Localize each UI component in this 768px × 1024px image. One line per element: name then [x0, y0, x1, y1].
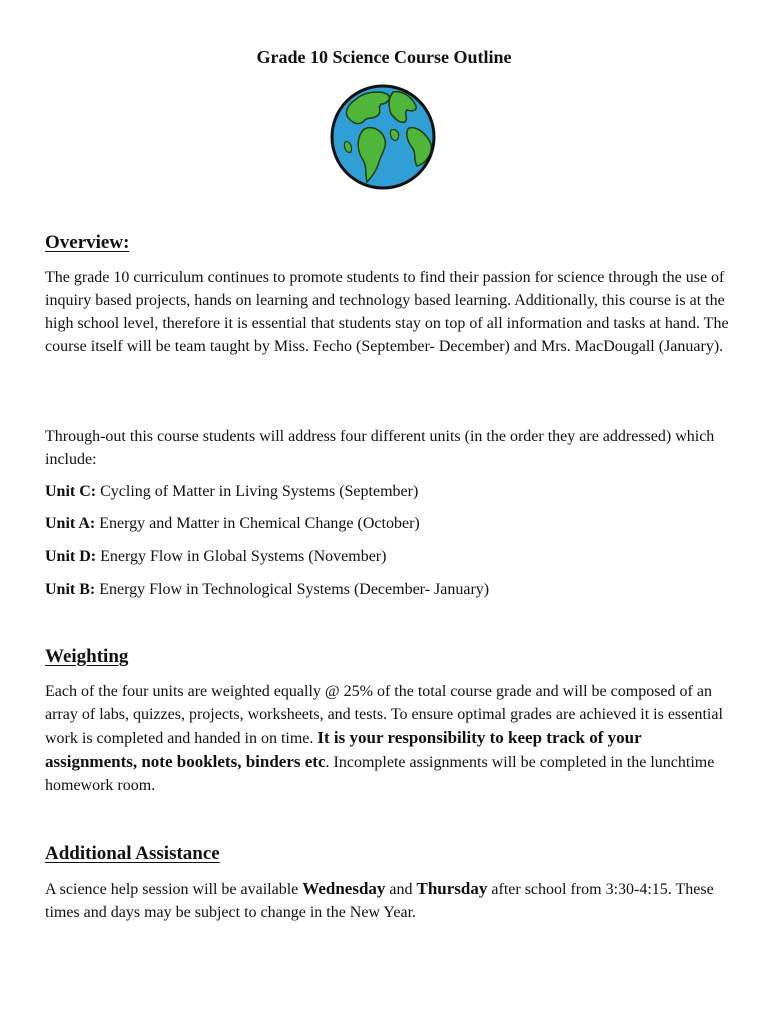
units-intro-paragraph: Through-out this course students will address four different units (in the order they are addressed) which include: — [45, 428, 715, 468]
unit-label: Unit C: — [45, 483, 97, 500]
weighting-emphasis: It is your responsibility to keep track of your assignments, note booklets, binders etc — [45, 728, 642, 771]
weighting-paragraph — [45, 680, 735, 797]
assistance-text-end: after school from 3:30-4:15. These times and days may be subject to change in the New Year. — [45, 881, 714, 921]
weighting-text: Each of the four units are weighted equally @ 25% of the total course grade and will be composed of an array of labs, quizzes, projects, worksheets, and tests. To ensure optimal grades are achieved it is essential work is completed and handed in on time. — [45, 683, 723, 747]
unit-text: Cycling of Matter in Living Systems (September) — [96, 483, 419, 500]
page-title: Grade 10 Science Course Outline — [256, 47, 512, 67]
unit-label: Unit B: — [45, 581, 96, 598]
weighting-text-end: . Incomplete assignments will be completed in the lunchtime homework room. — [45, 754, 715, 794]
assistance-heading: Additional Assistance — [45, 843, 220, 864]
unit-text: Energy Flow in Global Systems (November) — [96, 548, 387, 565]
unit-item — [45, 546, 386, 568]
overview-paragraph: The grade 10 curriculum continues to promote students to find their passion for science through the use of inquiry based projects, hands on learning and technology based learning. Additionally, this course is at the high school level, therefore it is essential that students stay on top of all information and tasks at hand. The course itself will be team taught by Miss. Fecho (September- December) and Mrs. MacDougall (January). — [45, 269, 729, 355]
unit-item — [45, 579, 489, 601]
assistance-text-and: and — [385, 881, 417, 898]
assistance-paragraph — [45, 877, 735, 924]
globe-icon — [327, 82, 439, 192]
assistance-day-thursday: Thursday — [416, 879, 488, 898]
unit-item — [45, 481, 418, 503]
assistance-text: A science help session will be available — [45, 881, 303, 898]
assistance-day-wednesday: Wednesday — [302, 879, 386, 898]
unit-text: Energy Flow in Technological Systems (December- January) — [95, 581, 490, 598]
weighting-heading: Weighting — [45, 646, 129, 667]
unit-label: Unit D: — [45, 548, 97, 565]
unit-label: Unit A: — [45, 515, 96, 532]
overview-heading: Overview: — [45, 232, 130, 253]
unit-item — [45, 513, 420, 535]
unit-text: Energy and Matter in Chemical Change (October) — [95, 515, 420, 532]
